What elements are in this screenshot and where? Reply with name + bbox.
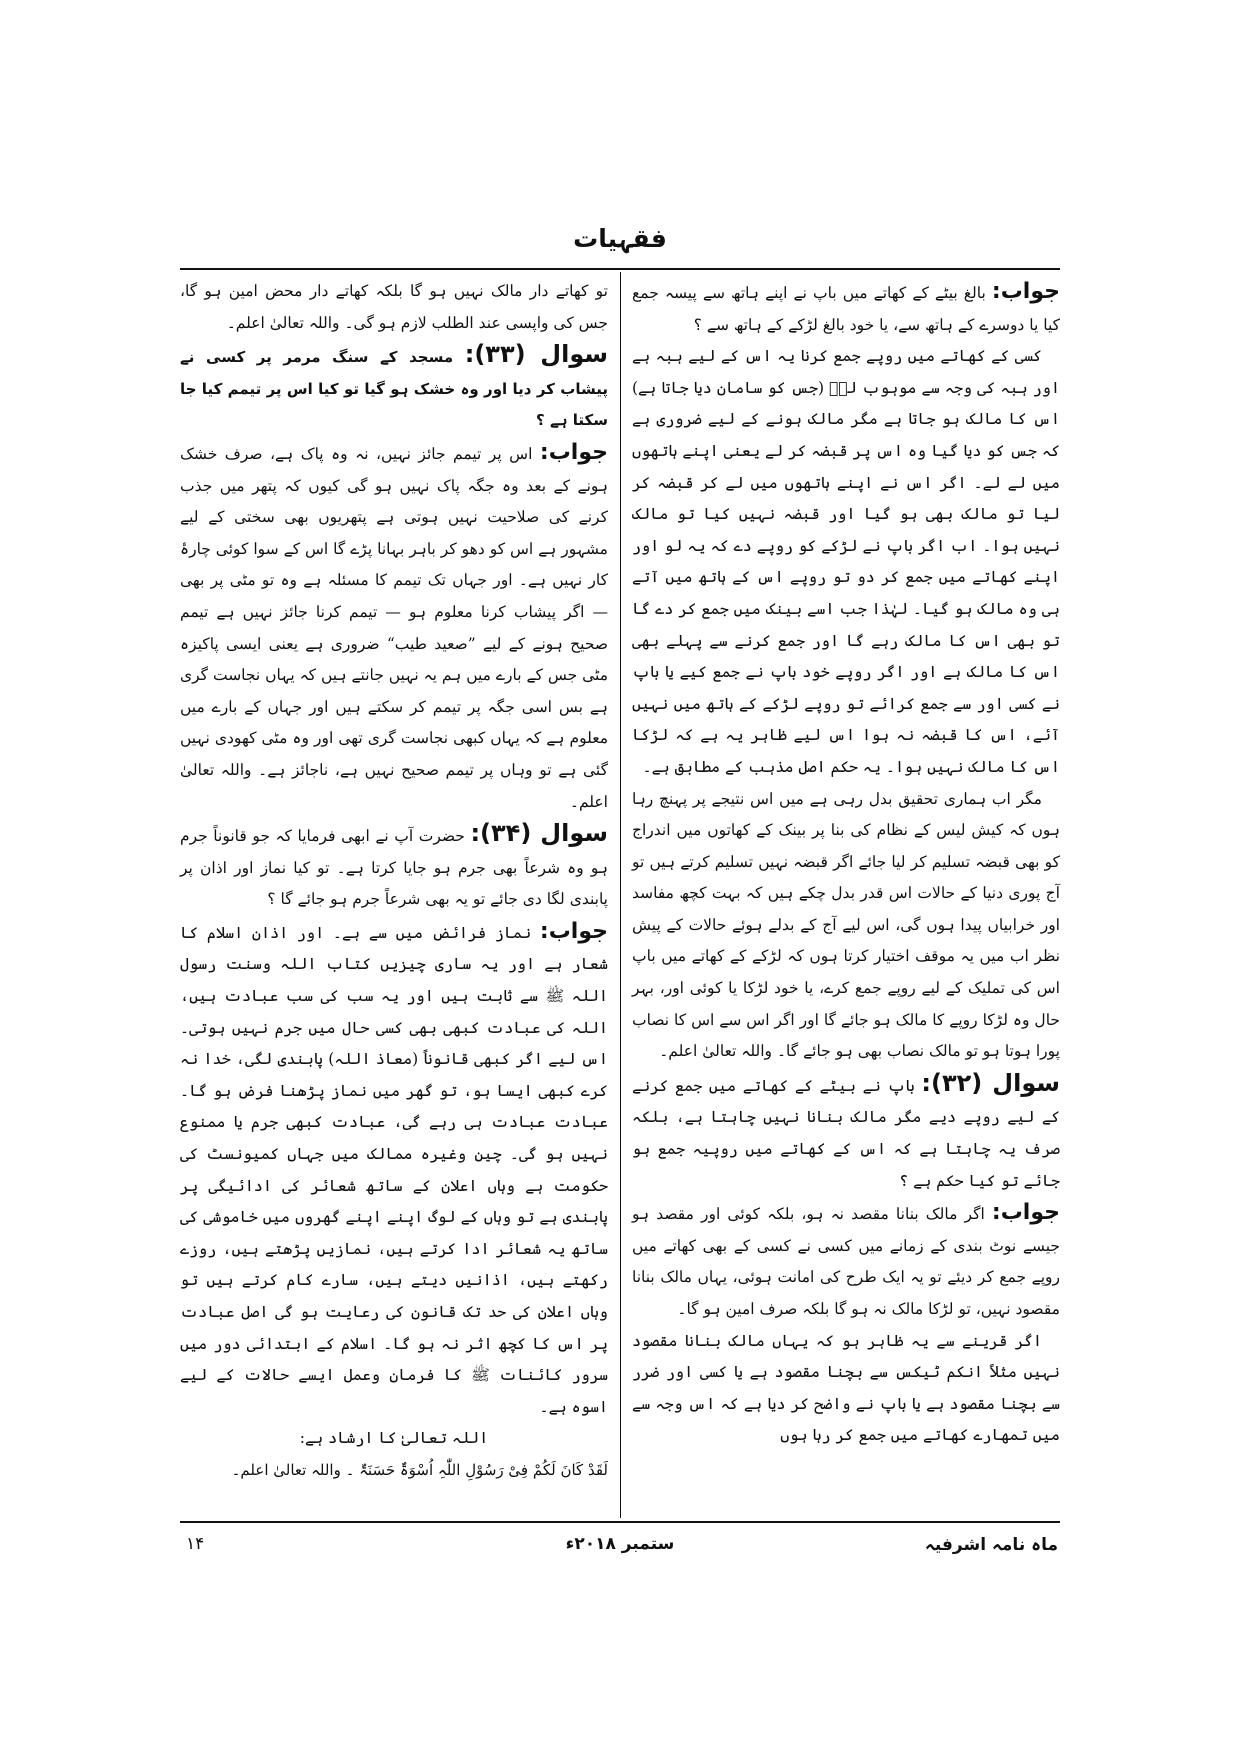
answer-label: جواب: [539, 918, 608, 944]
quran-verse: لَقَدْ کَانَ لَکُمْ فِیْ رَسُوْلِ اللّٰہِ اُسْوَۃٌ حَسَنَۃٌ ۔ واللہ تعالیٰ اعلم۔ [231, 1460, 608, 1479]
answer-text: نماز فرائض میں سے ہے۔ اور اذان اسلام کا شعار ہے اور یہ ساری چیزیں کتاب اللہ وسنت رسول اللہ ﷺ سے ثابت ہیں اور یہ سب کی سب عبادت ہیں، اللہ کی عبادت کبھی بھی کسی حال میں جرم نہیں ہوتی۔ اس لیے اگر کبھی قانوناً (معاذ اللہ) پابندی لگی، خدا نہ کرے کبھی ایسا ہو، تو گھر میں نماز پڑھنا فرض ہو گا۔ عبادت عبادت ہی رہے گی، عبادت کبھی جرم یا ممنوع نہیں ہو گی۔ چین وغیرہ ممالک میں جہاں کمیونسٹ کی حکومت ہے وہاں اعلان کے ساتھ شعائر کی ادائیگی پر پابندی ہے تو وہاں کے لوگ اپنے اپنے گھروں میں خاموشی کی ساتھ یہ شعائر ادا کرتے ہیں، نمازیں پڑھتے ہیں، روزے رکھتے ہیں، اذانیں دیتے ہیں، سارے کام کرتے ہیں تو وہاں اعلان کی حد تک قانون کی رعایت ہو گی اصل عبادت پر اس کا کچھ اثر نہ ہو گا۔ اسلام کے ابتدائی دور میں سرور کائنات ﷺ کا فرمان وعمل ایسے حالات کے لیے اسوہ ہے۔ [180, 923, 608, 1416]
header-rule [180, 268, 1060, 270]
question-label: سوال (۳۴): [470, 819, 608, 848]
question-label: سوال (۳۲): [921, 1068, 1060, 1097]
issue-date: ستمبر ۲۰۱۸ء [565, 1534, 675, 1554]
answer-label: جواب: [539, 439, 608, 465]
right-column [632, 276, 1060, 1452]
answer-33 [180, 437, 608, 818]
answer-34 [180, 916, 608, 1424]
footer-rule [180, 1521, 1060, 1523]
body-paragraph: مگر اب ہماری تحقیق بدل رہی ہے میں اس نتیجے پر پہنچ رہا ہوں کہ کیش لیس کے نظام کی بنا پر بینک کے کھاتوں میں اندراج کو بھی قبضہ تسلیم کر لیا جائے اگر قبضہ نہیں تسلیم کرتے ہیں تو آج پوری دنیا کے حالات اس قدر بدل چکے ہیں کہ بہت کچھ مفاسد اور خرابیاں پیدا ہوں گی، اس لیے آج کے بدلے ہوئے حالات کے پیش نظر اب میں یہ موقف اختیار کرتا ہوں کہ لڑکے کے کھاتے میں باپ اس کی تملیک کے لیے روپے جمع کرے، یا خود لڑکا یا کوئی اور، بہر حال وہ لڑکا روپے کا مالک ہو جائے گا اور اگر اس سے اس کا نصاب پورا ہوتا ہو تو مالک نصاب بھی ہو جائے گا۔ واللہ تعالیٰ اعلم۔ [632, 789, 1060, 1061]
magazine-name: ماہ نامہ اشرفیہ [924, 1535, 1058, 1555]
body-paragraph: اگر قرینے سے یہ ظاہر ہو کہ یہاں مالک بنانا مقصود نہیں مثلاً انکم ٹیکس سے بچنا مقصود ہے یا کسی اور ضرر سے بچنا مقصود ہے یا باپ نے واضح کر دیا ہے کہ اس وجہ سے میں تمھارے کھاتے میں جمع کر رہا ہوں [632, 1331, 1060, 1445]
question-text: باپ نے بیٹے کے کھاتے میں جمع کرنے کے لیے روپے دیے مگر مالک بنانا نہیں چاہتا ہے، بلکہ صرف یہ چاہتا ہے کہ اس کے کھاتے میں روپیہ جمع ہو جائے تو کیا حکم ہے ؟ [632, 1076, 1060, 1190]
question-text: حضرت آپ نے ابھی فرمایا کہ جو قانوناً جرم ہو وہ شرعاً بھی جرم ہو جایا کرتا ہے۔ تو کیا نماز اور اذان پر پابندی لگا دی جائے تو یہ بھی شرعاً جرم ہو جائے گا ؟ [180, 827, 608, 909]
answer-paragraph [632, 276, 1060, 341]
answer-label: جواب: [991, 1200, 1060, 1226]
body-paragraph: تو کھاتے دار مالک نہیں ہو گا بلکہ کھاتے دار محض امین ہو گا، جس کی واپسی عند الطلب لازم ہو گی۔ واللہ تعالیٰ اعلم۔ [180, 282, 608, 332]
answer-32 [632, 1197, 1060, 1325]
left-column [180, 276, 608, 1487]
answer-label: جواب: [991, 279, 1060, 304]
answer-text: اگر مالک بنانا مقصد نہ ہو، بلکہ کوئی اور مقصد ہو جیسے نوٹ بندی کے زمانے میں کسی نے کسی کے بھی کھاتے میں روپے جمع کر دیئے تو یہ ایک طرح کی امانت ہوئی، یہاں مالک بنانا مقصود نہیں، تو لڑکا مالک نہ ہو گا بلکہ صرف امین ہو گا۔ [632, 1205, 1060, 1318]
column-divider [620, 272, 621, 1518]
question-33 [180, 339, 608, 437]
page-header-title: فقہیات [573, 224, 667, 253]
answer-text: اس پر تیمم جائز نہیں، نہ وہ پاک ہے، صرف خشک ہونے کے بعد وہ جگہ پاک نہیں ہو گی کیوں کہ پتھر میں جذب کرنے کی صلاحیت نہیں ہوتی ہے پتھریوں بھی سختی کے لیے مشہور ہے اس کو دھو کر باہر بہانا پڑے گا اس کے سوا کوئی چارۂ کار نہیں ہے۔ اور جہاں تک تیمم کا مسئلہ ہے وہ تو مٹی پر بھی — اگر پیشاب کرنا معلوم ہو — تیمم کرنا جائز نہیں ہے تیمم صحیح ہونے کے لیے ”صعید طیب“ ضروری ہے یعنی ایسی پاکیزہ مٹی جس کے بارے میں ہم یہ نہیں جانتے ہیں کہ یہاں نجاست گری ہے بس اسی جگہ پر تیمم کر سکتے ہیں اور جہاں کے بارے میں معلوم ہے کہ یہاں کبھی نجاست گری تھی اور وہ مٹی کھودی نہیں گئی ہے تو وہاں پر تیمم صحیح نہیں ہے، ناجائز ہے۔ واللہ تعالیٰ اعلم۔ [179, 444, 608, 811]
body-paragraph: کسی کے کھاتے میں روپے جمع کرنا یہ اس کے لیے ہبہ ہے اور ہبہ کی وجہ سے موہوب لہٗ (جس کو سامان دیا جاتا ہے) اس کا مالک ہو جاتا ہے مگر مالک ہونے کے لیے ضروری ہے کہ جس کو دیا گیا وہ اس پر قبضہ کر لے یعنی اپنے ہاتھوں میں لے لے۔ اگر اس نے اپنے ہاتھوں میں لے کر قبضہ کر لیا تو مالک بھی ہو گیا اور قبضہ نہیں کیا تو مالک نہیں ہوا۔ اب اگر باپ نے لڑکے کو روپے دے کہ یہ لو اور اپنے کھاتے میں جمع کر دو تو روپے اس کے ہاتھ میں آتے ہی وہ مالک ہو گیا۔ لہٰذا جب اسے بینک میں جمع کر دے گا تو بھی اس کا مالک رہے گا اور جمع کرنے سے پہلے بھی اس کا مالک ہے اور اگر روپے خود باپ نے جمع کیے یا باپ نے کسی اور سے جمع کرائے تو روپے لڑکے کے ہاتھ میں نہیں آئے، اس کا قبضہ نہ ہوا اس لیے ظاہر یہ ہے کہ لڑکا اس کا مالک نہیں ہوا۔ یہ حکم اصل مذہب کے مطابق ہے۔ [632, 347, 1060, 776]
question-34 [180, 818, 608, 916]
question-32 [632, 1068, 1060, 1197]
quote-intro: اللہ تعالیٰ کا ارشاد ہے: [299, 1429, 489, 1448]
page-number: ۱۴ [186, 1534, 205, 1554]
question-text: مسجد کے سنگ مرمر پر کسی نے پیشاب کر دیا اور وہ خشک ہو گیا تو کیا اس پر تیمم کیا جا سکتا ہے ؟ [180, 348, 608, 430]
answer-text: بالغ بیٹے کے کھاتے میں باپ نے اپنے ہاتھ سے پیسہ جمع کیا یا دوسرے کے ہاتھ سے، یا خود بالغ لڑکے کے ہاتھ سے ؟ [632, 284, 1060, 334]
question-label: سوال (۳۳): [464, 340, 608, 369]
